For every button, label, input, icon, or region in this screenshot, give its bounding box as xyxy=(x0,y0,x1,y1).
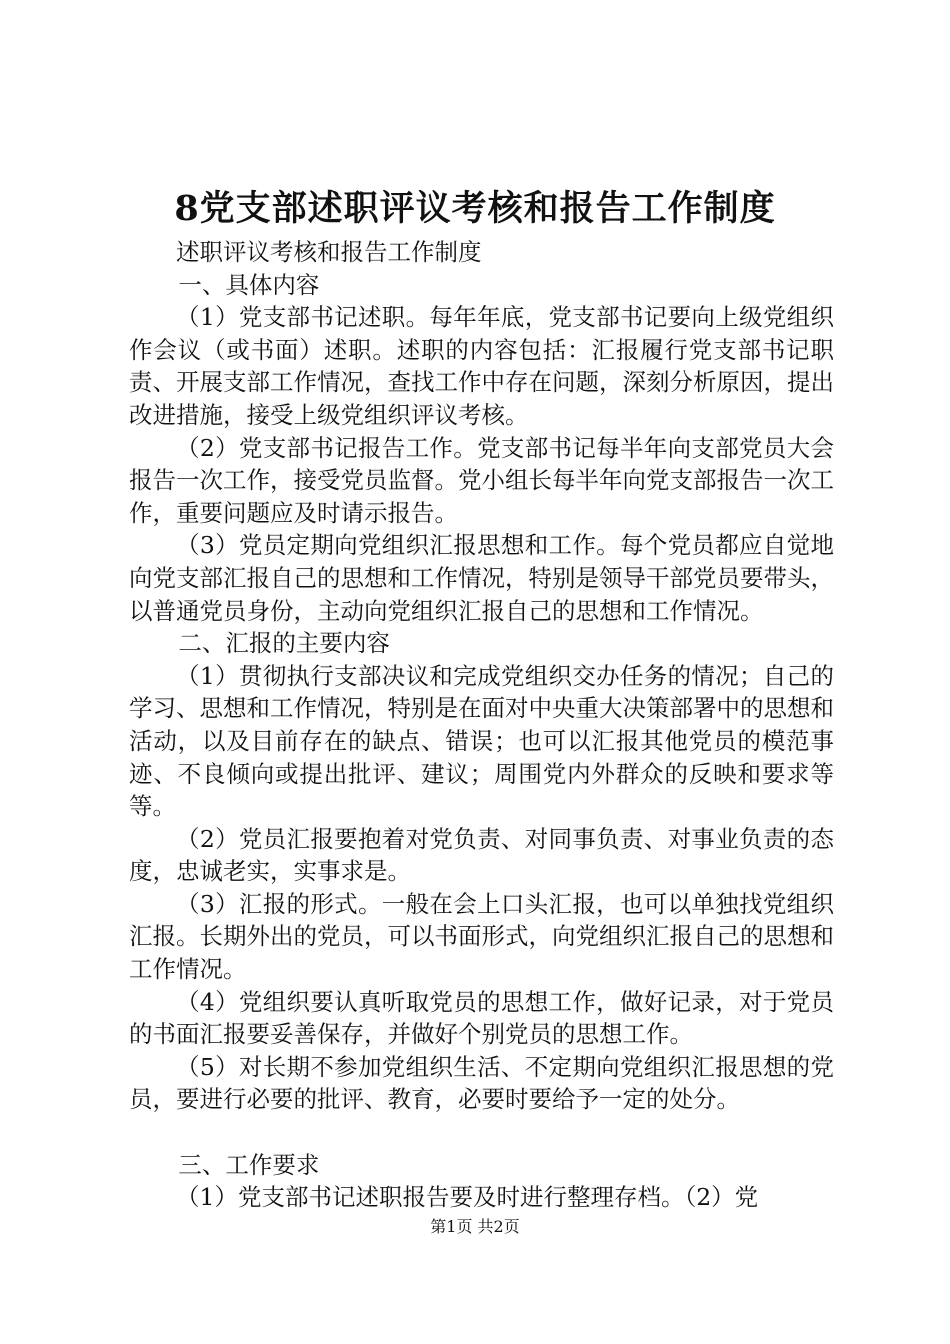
section-heading-3: 三、工作要求 xyxy=(178,1150,320,1179)
paragraph: （1）党支部书记述职。每年年底，党支部书记要向上级党组织作会议（或书面）述职。述职的内容包括：汇报履行党支部书记职责、开展支部工作情况，查找工作中存在问题，深刻分析原因，提出改进措施，接受上级党组织评议考核。 xyxy=(129,303,834,429)
paragraph: （3）党员定期向党组织汇报思想和工作。每个党员都应自觉地向党支部汇报自己的思想和工作情况，特别是领导干部党员要带头，以普通党员身份，主动向党组织汇报自己的思想和工作情况。 xyxy=(129,531,834,625)
section-heading-2: 二、汇报的主要内容 xyxy=(178,629,390,658)
blank-line xyxy=(129,1116,834,1149)
paragraph: （3）汇报的形式。一般在会上口头汇报，也可以单独找党组织汇报。长期外出的党员，可以书面形式，向党组织汇报自己的思想和工作情况。 xyxy=(129,889,834,984)
section-heading-1: 一、具体内容 xyxy=(178,270,320,299)
paragraph-subtitle: 述职评议考核和报告工作制度 xyxy=(176,238,482,266)
paragraph: （2）党员汇报要抱着对党负责、对同事负责、对事业负责的态度，忠诚老实，实事求是。 xyxy=(129,824,834,886)
paragraph: （1）党支部书记述职报告要及时进行整理存档。（2）党 xyxy=(176,1183,759,1212)
paragraph: （1）贯彻执行支部决议和完成党组织交办任务的情况；自己的学习、思想和工作情况，特别是在面对中央重大决策部署中的思想和活动，以及目前存在的缺点、错误；也可以汇报其他党员的模范事迹、不良倾向或提出批评、建议；周围党内外群众的反映和要求等等。 xyxy=(129,661,834,821)
paragraph: （5）对长期不参加党组织生活、不定期向党组织汇报思想的党员，要进行必要的批评、教育，必要时要给予一定的处分。 xyxy=(129,1052,834,1114)
page-footer: 第1页 共2页 xyxy=(430,1217,520,1236)
paragraph: （2）党支部书记报告工作。党支部书记每半年向支部党员大会报告一次工作，接受党员监督。党小组长每半年向党支部报告一次工作，重要问题应及时请示报告。 xyxy=(129,433,834,527)
paragraph: （4）党组织要认真听取党员的思想工作，做好记录，对于党员的书面汇报要妥善保存，并做好个别党员的思想工作。 xyxy=(129,987,834,1049)
document-body xyxy=(129,236,834,1214)
document-title: 8党支部述职评议考核和报告工作制度 xyxy=(174,188,776,229)
